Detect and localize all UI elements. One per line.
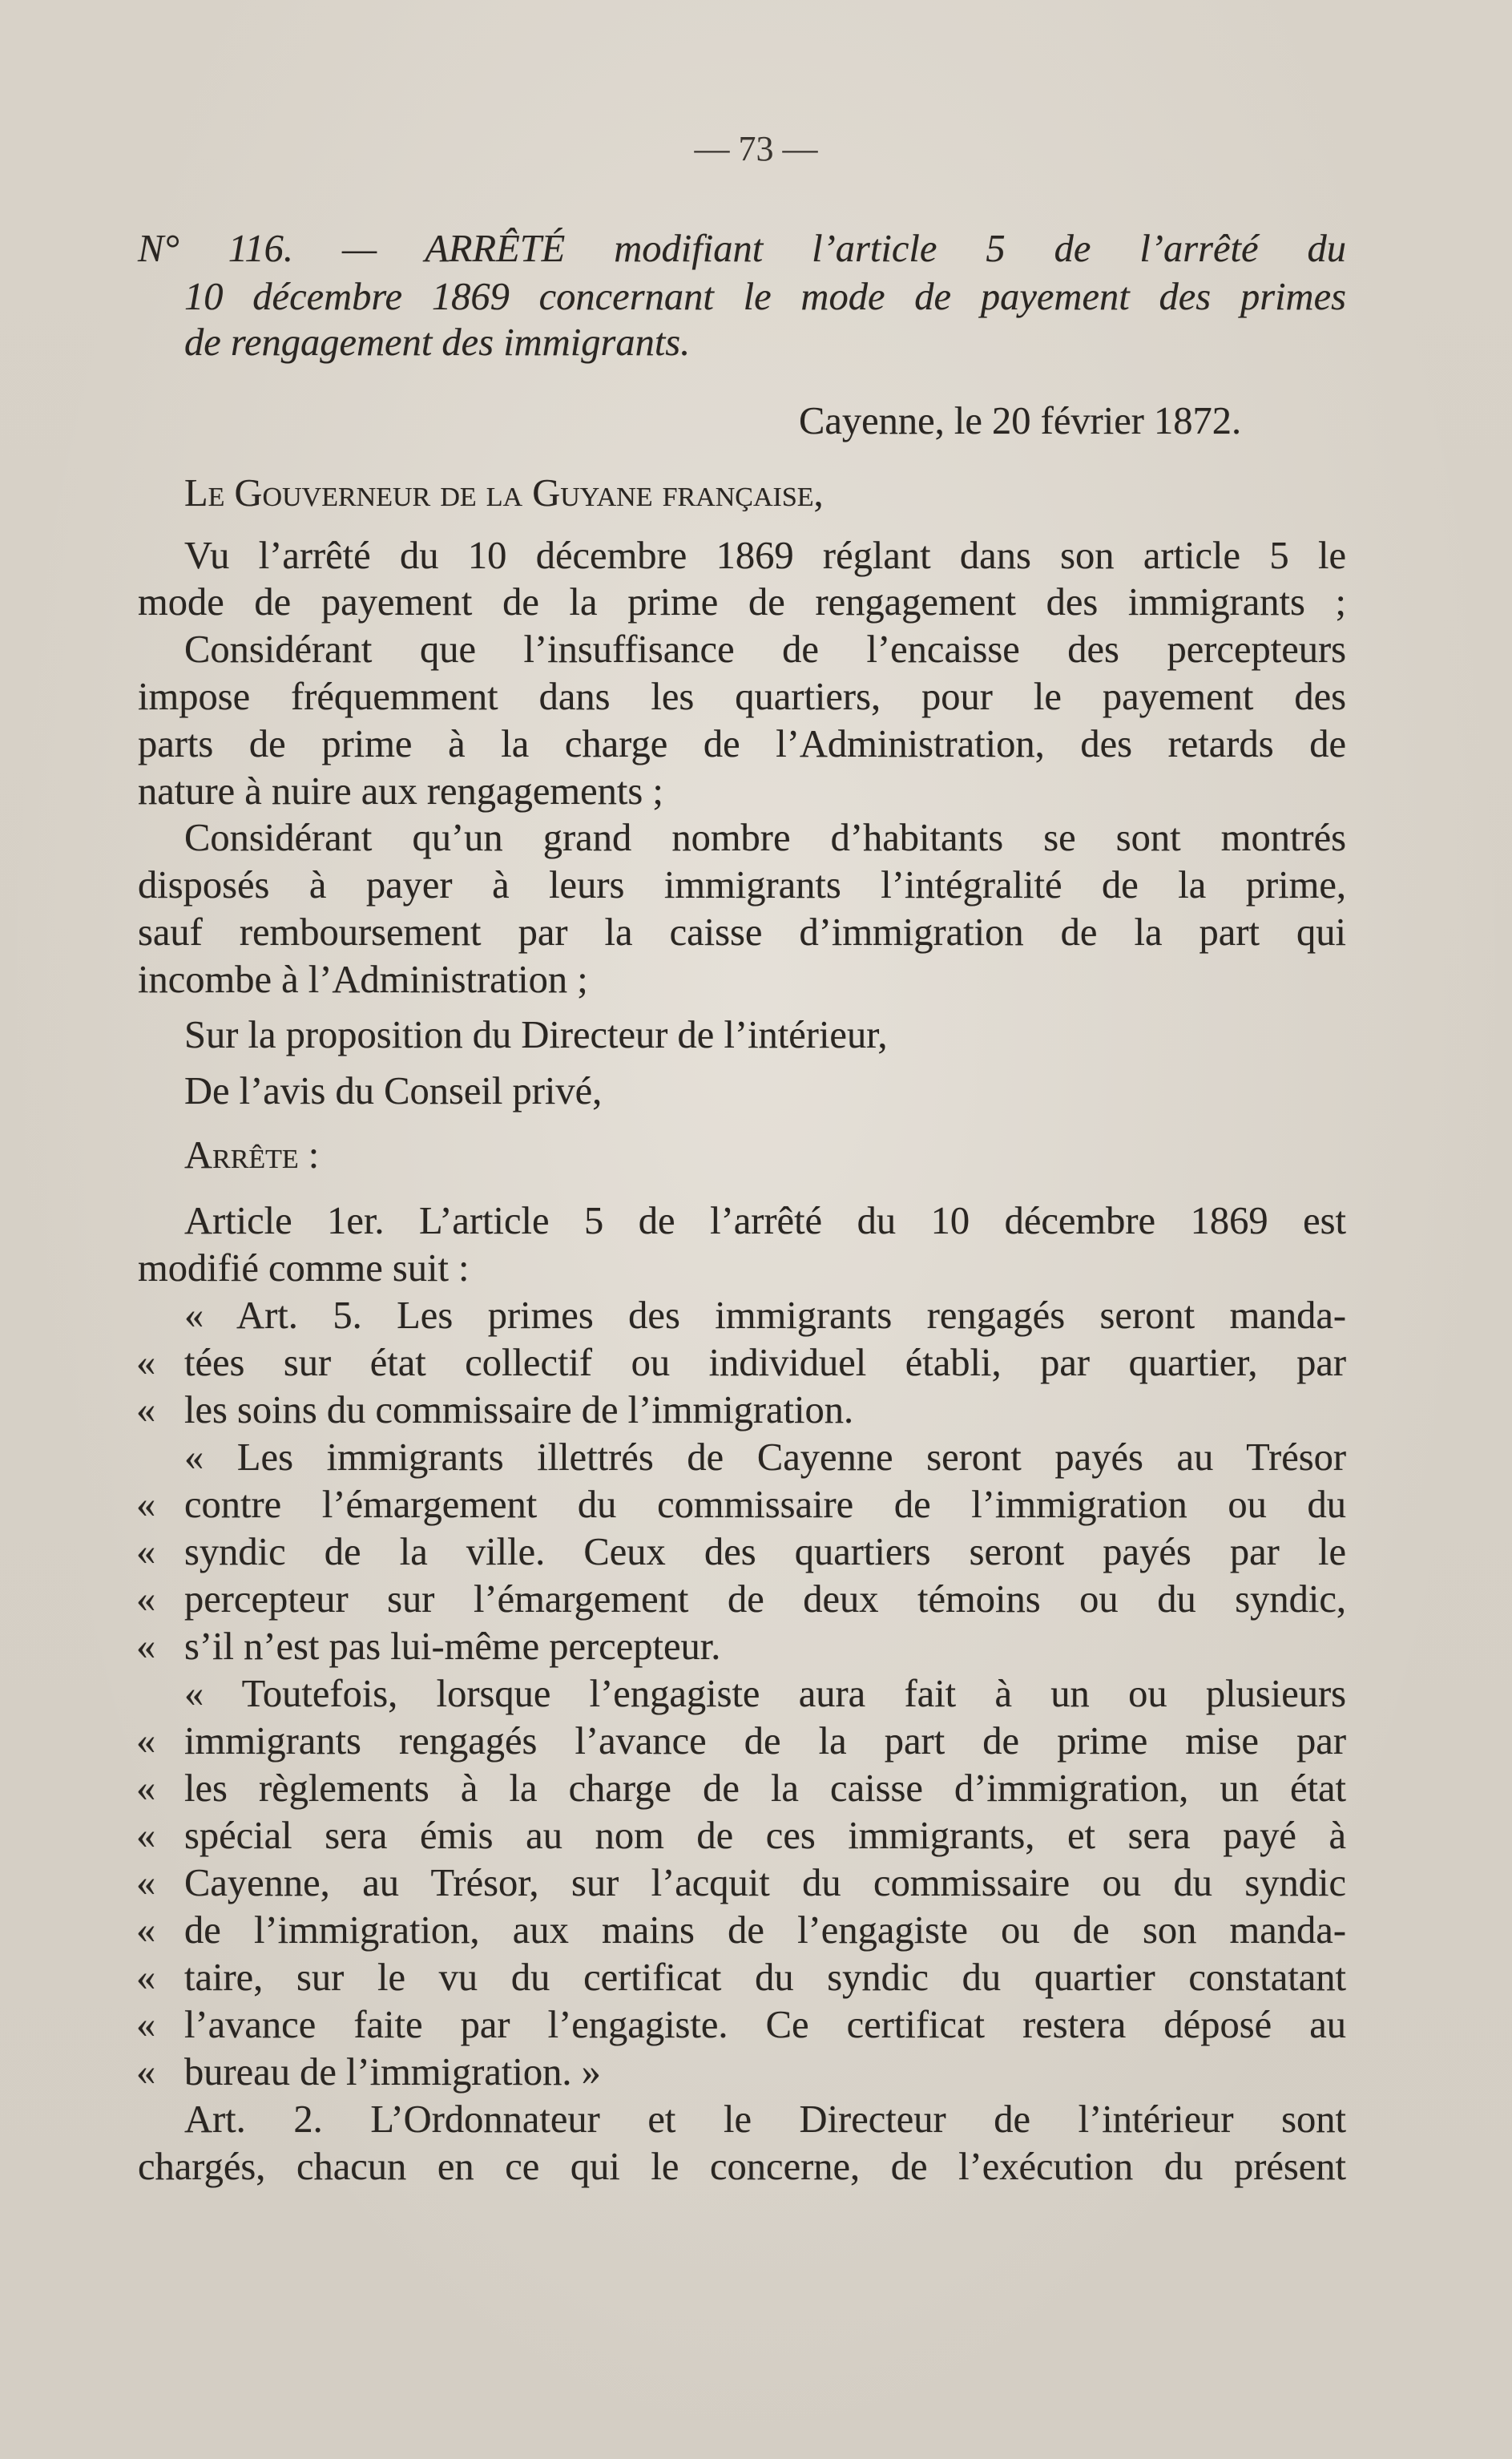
- heading-line-1: N° 116. — ARRÊTÉ modifiant l’article 5 de l’arrêté du: [138, 228, 1346, 270]
- body-line-arrete: Arrête :: [184, 1134, 320, 1177]
- quote-mark: «: [136, 2004, 156, 2046]
- body-line: bureau de l’immigration. »: [184, 2051, 601, 2094]
- body-line: De l’avis du Conseil privé,: [184, 1070, 603, 1112]
- body-line: percepteur sur l’émargement de deux témoins ou du syndic,: [184, 1578, 1346, 1621]
- quote-mark: «: [136, 1531, 156, 1573]
- body-line: mode de payement de la prime de rengagement des immigrants ;: [138, 581, 1346, 624]
- quote-mark: «: [136, 1909, 156, 1952]
- body-line: s’il n’est pas lui-même percepteur.: [184, 1625, 721, 1668]
- page-number: — 73 —: [694, 129, 818, 168]
- quote-mark: «: [136, 1578, 156, 1621]
- governor-line: Le Gouverneur de la Guyane française,: [184, 472, 824, 515]
- body-line: de l’immigration, aux mains de l’engagiste ou de son manda-: [184, 1909, 1346, 1952]
- body-line: Art. 2. L’Ordonnateur et le Directeur de l’intérieur sont: [184, 2098, 1346, 2141]
- body-line: Vu l’arrêté du 10 décembre 1869 réglant dans son article 5 le: [184, 535, 1346, 577]
- dateline: Cayenne, le 20 février 1872.: [799, 400, 1242, 442]
- body-line: immigrants rengagés l’avance de la part de prime mise par: [184, 1720, 1346, 1762]
- body-line: Article 1er. L’article 5 de l’arrêté du 10 décembre 1869 est: [184, 1200, 1346, 1242]
- body-line: l’avance faite par l’engagiste. Ce certificat restera déposé au: [184, 2004, 1346, 2046]
- quote-mark: «: [136, 1862, 156, 1904]
- quote-mark: «: [136, 1767, 156, 1810]
- body-line: les règlements à la charge de la caisse d’immigration, un état: [184, 1767, 1346, 1810]
- body-line: tées sur état collectif ou individuel établi, par quartier, par: [184, 1342, 1346, 1384]
- body-line: chargés, chacun en ce qui le concerne, de l’exécution du présent: [138, 2146, 1346, 2188]
- body-line: parts de prime à la charge de l’Administration, des retards de: [138, 723, 1346, 765]
- quote-mark: «: [136, 1484, 156, 1526]
- quote-mark: «: [136, 1956, 156, 1999]
- body-line: syndic de la ville. Ceux des quartiers seront payés par le: [184, 1531, 1346, 1573]
- body-line: Cayenne, au Trésor, sur l’acquit du commissaire ou du syndic: [184, 1862, 1346, 1904]
- quote-mark: «: [136, 2051, 156, 2094]
- body-line: « Toutefois, lorsque l’engagiste aura fait à un ou plusieurs: [184, 1673, 1346, 1715]
- quote-mark: «: [136, 1815, 156, 1857]
- body-line: nature à nuire aux rengagements ;: [138, 770, 663, 813]
- heading-line-3: de rengagement des immigrants.: [184, 321, 691, 364]
- body-line: Considérant que l’insuffisance de l’encaisse des percepteurs: [184, 628, 1346, 671]
- body-line: « Art. 5. Les primes des immigrants rengagés seront manda-: [184, 1294, 1346, 1337]
- body-line: incombe à l’Administration ;: [138, 959, 588, 1001]
- body-line: taire, sur le vu du certificat du syndic du quartier constatant: [184, 1956, 1346, 1999]
- body-line: disposés à payer à leurs immigrants l’intégralité de la prime,: [138, 864, 1346, 906]
- quote-mark: «: [136, 1625, 156, 1668]
- heading-line-2: 10 décembre 1869 concernant le mode de payement des primes: [184, 276, 1346, 318]
- body-line: « Les immigrants illettrés de Cayenne seront payés au Trésor: [184, 1436, 1346, 1479]
- body-line: modifié comme suit :: [138, 1247, 470, 1290]
- body-line: impose fréquemment dans les quartiers, pour le payement des: [138, 676, 1346, 718]
- body-line: sauf remboursement par la caisse d’immigration de la part qui: [138, 911, 1346, 954]
- body-line: Sur la proposition du Directeur de l’intérieur,: [184, 1014, 888, 1056]
- body-line: les soins du commissaire de l’immigration.: [184, 1389, 854, 1431]
- quote-mark: «: [136, 1389, 156, 1431]
- body-line: spécial sera émis au nom de ces immigrants, et sera payé à: [184, 1815, 1346, 1857]
- quote-mark: «: [136, 1342, 156, 1384]
- body-line: Considérant qu’un grand nombre d’habitants se sont montrés: [184, 817, 1346, 859]
- body-line: contre l’émargement du commissaire de l’immigration ou du: [184, 1484, 1346, 1526]
- quote-mark: «: [136, 1720, 156, 1762]
